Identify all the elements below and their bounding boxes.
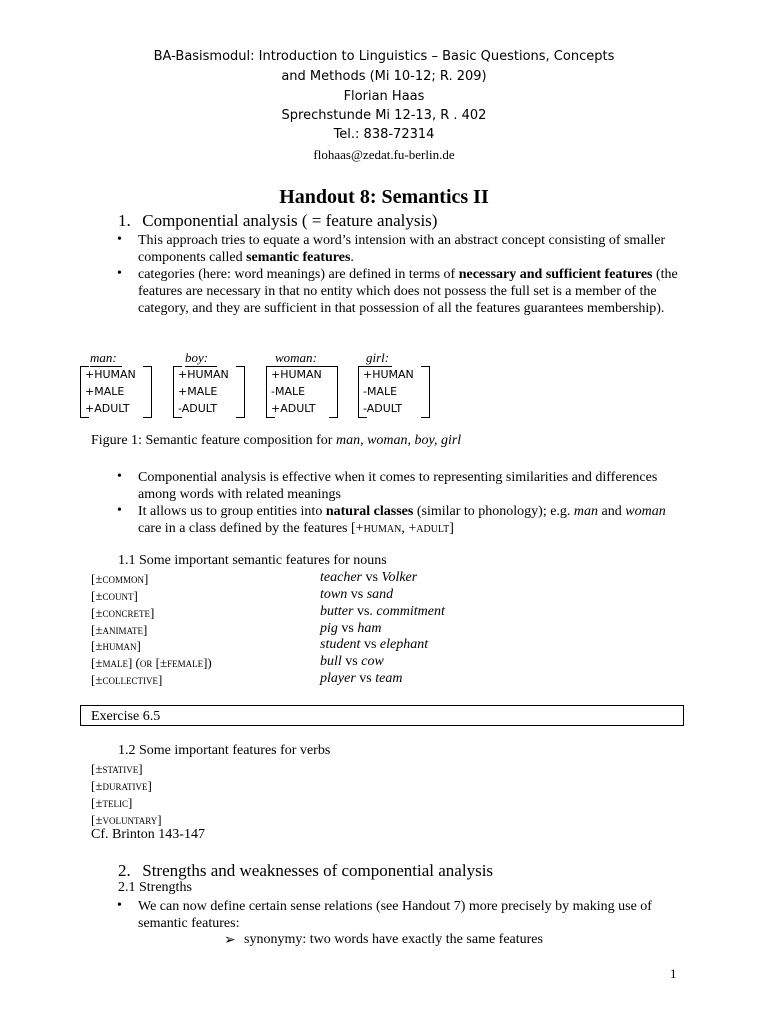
verb-feature: [±telic] [91, 795, 133, 810]
matrix-colon: : [312, 350, 317, 365]
bullet-icon: • [117, 503, 122, 518]
example-word: student [320, 637, 361, 652]
example-word: ham [357, 621, 382, 636]
matrix-feature: -MALE [363, 385, 398, 398]
header-course-time: and Methods (Mi 10-12; R. 209) [281, 69, 487, 84]
verb-feature: [±durative] [91, 778, 152, 793]
section-1-heading [118, 211, 437, 231]
bullet-text: . [350, 250, 354, 265]
nouns-heading: 1.1 Some important semantic features for nouns [118, 553, 387, 568]
section-1-number: 1. [118, 211, 131, 230]
bullet-icon: • [117, 469, 122, 484]
bullet-icon: • [117, 266, 122, 281]
bullet-effective: Componential analysis is effective when it comes to representing similarities and differences among words with related meanings [138, 470, 658, 502]
feature-matrix-man [80, 366, 152, 418]
bullet-intension [138, 232, 678, 266]
noun-feature: [±common] [91, 571, 149, 586]
example-word: team [375, 671, 403, 686]
section-2-title: Strengths and weaknesses of componential analysis [142, 861, 494, 880]
vs-text: vs. [353, 604, 377, 619]
matrix-feature: +HUMAN [85, 368, 136, 381]
vs-text: vs [355, 671, 376, 686]
bullet-text: (similar to phonology); e.g. [413, 504, 574, 519]
verbs-reference: Cf. Brinton 143-147 [91, 827, 205, 842]
verb-feature: [±stative] [91, 761, 143, 776]
matrix-colon: : [112, 350, 117, 365]
vs-text: vs [337, 621, 358, 636]
section-2-number: 2. [118, 861, 131, 880]
vs-text: vs [347, 587, 367, 602]
vs-text: vs [341, 654, 362, 669]
noun-example [320, 604, 445, 620]
feature-matrix-boy [173, 366, 245, 418]
matrix-feature: +MALE [178, 385, 218, 398]
bullet-icon: • [117, 232, 122, 247]
bullet-sense-relations: We can now define certain sense relations (see Handout 7) more precisely by making use of semantic features: [138, 899, 652, 931]
exercise-box: Exercise 6.5 [80, 705, 684, 726]
example-word: pig [320, 621, 338, 636]
vs-text: vs [361, 570, 382, 585]
matrix-feature: -ADULT [178, 402, 218, 415]
arrow-bullet-icon: ➢ [224, 933, 236, 948]
bullet-icon: • [117, 898, 122, 913]
matrix-label-girl [366, 350, 392, 367]
bullet-categories [138, 266, 678, 317]
verb-feature: [±voluntary] [91, 812, 162, 827]
figure-caption [91, 433, 461, 449]
example-word: player [320, 671, 356, 686]
noun-feature: [±collective] [91, 672, 163, 687]
bullet-text: (the features are necessary in that no entity which does not possess the full set is a member of the category, and they are sufficient in that possession of all the features guarantees membership). [138, 267, 678, 316]
caption-text: Figure 1: Semantic feature composition for [91, 433, 336, 448]
matrix-feature: -MALE [271, 385, 306, 398]
header-email[interactable]: flohaas@zedat.fu-berlin.de [313, 147, 455, 162]
page-number: 1 [670, 966, 677, 981]
bullet-text: and [598, 504, 626, 519]
feature-term: human [363, 521, 402, 536]
noun-feature: [±male] (or [±female]) [91, 655, 212, 670]
page-title: Handout 8: Semantics II [279, 186, 489, 208]
example-word: bull [320, 654, 342, 669]
matrix-feature: +HUMAN [271, 368, 322, 381]
bold-term: natural classes [325, 504, 414, 519]
matrix-feature: +ADULT [85, 402, 130, 415]
matrix-word: girl [366, 350, 385, 365]
example-word: butter [320, 604, 354, 619]
noun-example [320, 671, 402, 687]
header-phone: Tel.: 838-72314 [333, 127, 435, 142]
feature-matrix-woman [266, 366, 338, 418]
example-word: cow [361, 654, 384, 669]
bullet-text: ] [449, 521, 454, 536]
example-word: town [320, 587, 348, 602]
bullet-text: , + [401, 521, 417, 536]
example-word: woman [625, 504, 666, 519]
matrix-word: man [90, 350, 113, 365]
matrix-feature: +HUMAN [363, 368, 414, 381]
matrix-word: woman [275, 350, 313, 365]
header-course: BA-Basismodul: Introduction to Linguistics – Basic Questions, Concepts [153, 49, 615, 64]
noun-example [320, 587, 393, 603]
matrix-colon: : [203, 350, 209, 365]
matrix-label-man [90, 350, 122, 367]
noun-feature: [±human] [91, 638, 141, 653]
caption-words: man, woman, boy, girl [335, 433, 462, 448]
example-word: teacher [320, 570, 362, 585]
header-office-hours: Sprechstunde Mi 12-13, R . 402 [281, 108, 487, 123]
bullet-natural-classes [138, 503, 678, 537]
matrix-feature: +MALE [85, 385, 125, 398]
matrix-colon: : [384, 350, 390, 365]
feature-matrix-girl [358, 366, 430, 418]
example-word: Volker [381, 570, 418, 585]
bullet-text: categories (here: word meanings) are defined in terms of [138, 267, 459, 282]
bullet-text: care in a class defined by the features [+ [138, 521, 364, 536]
feature-term: adult [416, 521, 450, 536]
matrix-feature: +HUMAN [178, 368, 229, 381]
bullet-text: It allows us to group entities into [138, 504, 326, 519]
example-word: elephant [379, 637, 429, 652]
strengths-subheading: 2.1 Strengths [118, 880, 192, 895]
noun-example [320, 654, 384, 670]
verbs-heading: 1.2 Some important features for verbs [118, 743, 331, 758]
noun-example [320, 570, 417, 586]
vs-text: vs [360, 637, 380, 652]
synonymy-definition: synonymy: two words have exactly the same features [244, 932, 543, 947]
section-1-title: Componential analysis ( = feature analysis) [142, 211, 438, 230]
example-word: sand [366, 587, 394, 602]
noun-example [320, 637, 428, 653]
bold-term: necessary and sufficient features [458, 267, 653, 282]
header-lecturer: Florian Haas [343, 89, 425, 104]
bold-term: semantic features [246, 250, 351, 265]
matrix-word: boy [185, 350, 204, 365]
example-word: man [573, 504, 599, 519]
bullet-text: This approach tries to equate a word’s intension with an abstract concept consisting of smaller components called [138, 233, 666, 265]
section-2-heading [118, 861, 493, 881]
noun-example [320, 621, 381, 637]
matrix-label-woman [275, 350, 337, 367]
matrix-feature: +ADULT [271, 402, 316, 415]
noun-feature: [±concrete] [91, 605, 155, 620]
noun-feature: [±animate] [91, 622, 148, 637]
example-word: commitment [376, 604, 445, 619]
matrix-feature: -ADULT [363, 402, 403, 415]
noun-feature: [±count] [91, 588, 138, 603]
matrix-label-boy [185, 350, 217, 367]
